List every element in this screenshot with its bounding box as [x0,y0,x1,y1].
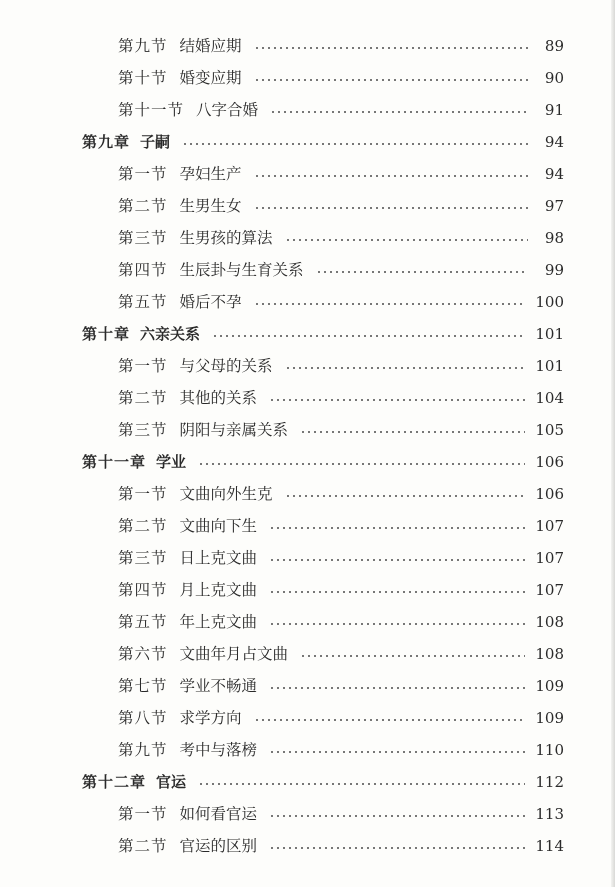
page-number: 97 [544,197,564,215]
page-number: 114 [535,837,564,855]
section-title: 结婚应期 [179,37,242,55]
dot-leader [300,655,525,657]
toc-section-entry [118,706,564,730]
page-number: 108 [535,613,564,631]
dot-leader [269,559,525,561]
chapter-number: 第九章 [82,133,131,151]
toc-section-entry [118,802,564,826]
dot-leader [269,399,525,401]
toc-section-entry [118,98,564,122]
page-number: 91 [544,101,564,119]
toc-section-entry [118,34,564,58]
dot-leader [269,623,525,625]
page-number: 94 [544,133,564,151]
page-number: 107 [535,581,564,599]
dot-leader [254,207,528,209]
dot-leader [270,111,528,113]
page-spine-shadow [611,0,615,887]
section-number: 第六节 [118,645,168,663]
section-title: 求学方向 [179,709,242,727]
page-number: 112 [535,773,564,791]
dot-leader [269,591,525,593]
section-number: 第五节 [118,293,168,311]
section-title: 生辰卦与生育关系 [179,261,304,279]
page-number: 106 [535,485,564,503]
page-number: 98 [544,229,564,247]
section-number: 第一节 [118,165,168,183]
section-number: 第一节 [118,357,168,375]
dot-leader [198,783,525,785]
toc-section-entry [118,386,564,410]
page-number: 107 [535,517,564,535]
toc-section-entry [118,642,564,666]
chapter-number: 第十章 [82,325,131,343]
toc-section-entry [118,226,564,250]
section-number: 第二节 [118,197,168,215]
section-title: 孕妇生产 [179,165,242,183]
page-number: 113 [535,805,564,823]
page-number: 101 [535,325,564,343]
section-title: 生男孩的算法 [179,229,273,247]
dot-leader [269,687,525,689]
section-number: 第三节 [118,549,168,567]
section-title: 阴阳与亲属关系 [179,421,289,439]
section-number: 第九节 [118,741,168,759]
toc-section-entry [118,578,564,602]
toc-section-entry [118,482,564,506]
page-number: 105 [535,421,564,439]
toc-section-entry [118,194,564,218]
dot-leader [212,335,525,337]
dot-leader [254,79,528,81]
chapter-number: 第十一章 [82,453,147,471]
section-number: 第九节 [118,37,168,55]
section-number: 第十一节 [118,101,185,119]
dot-leader [285,239,528,241]
page-number: 94 [544,165,564,183]
dot-leader [269,527,525,529]
toc-chapter-entry [82,322,564,346]
dot-leader [285,495,526,497]
section-number: 第四节 [118,581,168,599]
page-number: 107 [535,549,564,567]
chapter-title: 官运 [156,773,187,791]
toc-section-entry [118,258,564,282]
toc-section-entry [118,674,564,698]
section-title: 八字合婚 [196,101,259,119]
section-title: 其他的关系 [179,389,258,407]
dot-leader [254,303,526,305]
section-title: 与父母的关系 [179,357,273,375]
section-title: 日上克文曲 [179,549,258,567]
chapter-title: 六亲关系 [140,325,201,343]
page-number: 101 [535,357,564,375]
dot-leader [285,367,526,369]
page-number: 100 [535,293,564,311]
page-number: 89 [544,37,564,55]
page-number: 104 [535,389,564,407]
page-number: 90 [544,69,564,87]
section-number: 第一节 [118,805,168,823]
page-number: 99 [544,261,564,279]
chapter-number: 第十二章 [82,773,147,791]
toc-section-entry [118,418,564,442]
section-number: 第五节 [118,613,168,631]
dot-leader [300,431,525,433]
toc-section-entry [118,354,564,378]
toc-chapter-entry [82,130,564,154]
toc-section-entry [118,162,564,186]
section-title: 年上克文曲 [179,613,258,631]
section-title: 考中与落榜 [179,741,258,759]
page-number: 110 [535,741,564,759]
toc-section-entry [118,546,564,570]
section-number: 第二节 [118,389,168,407]
dot-leader [269,751,525,753]
section-number: 第一节 [118,485,168,503]
page-number: 109 [535,677,564,695]
toc-section-entry [118,290,564,314]
toc-section-entry [118,834,564,858]
section-number: 第三节 [118,421,168,439]
dot-leader [254,47,528,49]
section-title: 婚后不孕 [179,293,242,311]
section-title: 学业不畅通 [179,677,258,695]
toc-section-entry [118,610,564,634]
section-title: 婚变应期 [179,69,242,87]
page-number: 108 [535,645,564,663]
section-number: 第二节 [118,837,168,855]
section-number: 第八节 [118,709,168,727]
dot-leader [269,815,525,817]
toc-chapter-entry [82,450,564,474]
section-title: 文曲向下生 [179,517,258,535]
toc-section-entry [118,514,564,538]
page-number: 106 [535,453,564,471]
section-title: 生男生女 [179,197,242,215]
toc-chapter-entry [82,770,564,794]
section-title: 月上克文曲 [179,581,258,599]
section-number: 第三节 [118,229,168,247]
chapter-title: 子嗣 [140,133,171,151]
toc-section-entry [118,66,564,90]
dot-leader [254,719,526,721]
section-number: 第二节 [118,517,168,535]
section-title: 文曲向外生克 [179,485,273,503]
section-title: 官运的区别 [179,837,258,855]
dot-leader [254,175,528,177]
section-number: 第七节 [118,677,168,695]
toc-section-entry [118,738,564,762]
chapter-title: 学业 [156,453,187,471]
section-title: 如何看官运 [179,805,258,823]
section-number: 第四节 [118,261,168,279]
dot-leader [316,271,528,273]
section-title: 文曲年月占文曲 [179,645,289,663]
dot-leader [182,143,528,145]
page-number: 109 [535,709,564,727]
dot-leader [269,847,525,849]
dot-leader [198,463,525,465]
section-number: 第十节 [118,69,168,87]
